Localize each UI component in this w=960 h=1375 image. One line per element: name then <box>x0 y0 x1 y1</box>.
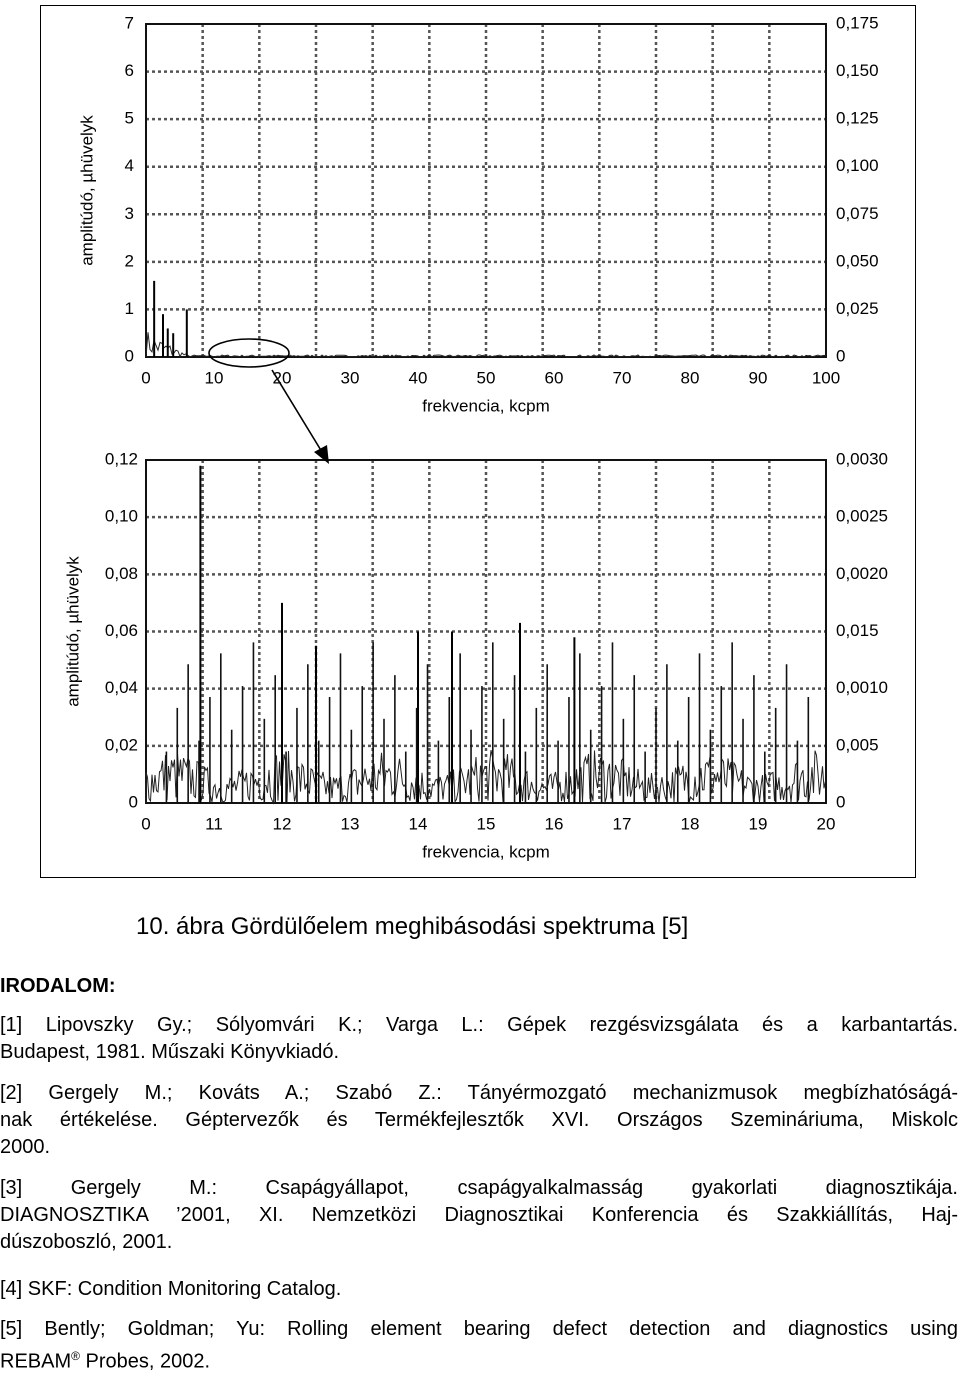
reference-4: [4] SKF: Condition Monitoring Catalog. <box>0 1278 342 1300</box>
y-tick-label-left: 0 <box>124 346 134 366</box>
y-tick-label-right: 0 <box>836 792 846 812</box>
x-tick-label: 14 <box>408 814 428 834</box>
y-tick-label-left: 0,02 <box>104 735 138 755</box>
x-tick-label: 60 <box>544 368 564 388</box>
x-tick-label: 0 <box>141 368 151 388</box>
y-tick-label-right: 0,050 <box>836 251 879 271</box>
x-tick-label: 16 <box>544 814 564 834</box>
x-tick-label: 17 <box>612 814 632 834</box>
y-tick-label-right: 0,005 <box>836 735 879 755</box>
x-axis-label: frekvencia, kcpm <box>422 842 550 862</box>
reference-5-line-1: [5] Bently; Goldman; Yu: Rolling element bearing defect detection and diagnostics using <box>0 1318 958 1340</box>
lower-spectrum-chart <box>63 449 888 861</box>
x-tick-label: 90 <box>748 368 768 388</box>
y-tick-label-right: 0,075 <box>836 203 879 223</box>
x-tick-label: 50 <box>476 368 496 388</box>
y-tick-label-left: 3 <box>124 203 134 223</box>
reference-3-line-3: dúszoboszló, 2001. <box>0 1231 173 1253</box>
y-tick-label-right: 0,175 <box>836 13 879 33</box>
y-tick-label-left: 0,04 <box>104 678 138 698</box>
highlight-ellipse <box>209 339 289 367</box>
y-axis-label: amplitúdó, µhüvelyk <box>63 556 83 707</box>
y-tick-label-right: 0,0020 <box>836 563 888 583</box>
x-tick-label: 11 <box>205 814 223 834</box>
y-tick-label-right: 0,125 <box>836 108 879 128</box>
y-tick-label-right: 0,150 <box>836 61 879 81</box>
x-tick-label: 100 <box>811 368 841 388</box>
x-tick-label: 40 <box>408 368 428 388</box>
y-tick-label-left: 1 <box>124 298 134 318</box>
x-tick-label: 80 <box>680 368 700 388</box>
reference-3-line-1: [3] Gergely M.: Csapágyállapot, csapágyalkalmasság gyakorlati diagnosztikája. <box>0 1177 958 1199</box>
y-axis-label: amplitúdó, µhüvelyk <box>77 115 97 266</box>
y-tick-label-left: 5 <box>124 108 134 128</box>
reference-2-line-1: [2] Gergely M.; Kováts A.; Szabó Z.: Tányérmozgató mechanizmusok megbízhatóságá- <box>0 1082 958 1104</box>
x-axis-label: frekvencia, kcpm <box>422 396 550 416</box>
reference-2-line-3: 2000. <box>0 1136 51 1158</box>
y-tick-label-right: 0,0030 <box>836 449 888 469</box>
y-tick-label-right: 0,0025 <box>836 506 888 526</box>
reference-5-rebam: REBAM <box>0 1350 72 1373</box>
reference-3-line-2: DIAGNOSZTIKA ’2001, XI. Nemzetközi Diagnosztikai Konferencia és Szakkiállítás, Haj- <box>0 1204 958 1226</box>
figure-caption: 10. ábra Gördülőelem meghibásodási spektruma [5] <box>136 913 689 940</box>
y-tick-label-left: 0 <box>128 792 138 812</box>
x-tick-label: 13 <box>340 814 360 834</box>
y-tick-label-left: 0,08 <box>104 563 138 583</box>
y-tick-label-right: 0,015 <box>836 620 879 640</box>
reference-5-line-2 <box>0 1343 958 1375</box>
x-tick-label: 10 <box>204 368 224 388</box>
y-tick-label-left: 0,06 <box>104 620 138 640</box>
x-tick-label: 15 <box>476 814 496 834</box>
y-tick-label-right: 0,025 <box>836 298 879 318</box>
y-tick-label-left: 2 <box>124 251 134 271</box>
y-tick-label-left: 0,10 <box>104 506 138 526</box>
y-tick-label-right: 0,0010 <box>836 678 888 698</box>
x-tick-label: 20 <box>272 368 292 388</box>
y-tick-label-left: 6 <box>124 61 134 81</box>
zoom-arrow-line <box>272 370 322 452</box>
x-tick-label: 19 <box>748 814 768 834</box>
x-tick-label: 20 <box>816 814 836 834</box>
spectrum-trace <box>146 750 826 803</box>
x-tick-label: 0 <box>141 814 151 834</box>
reference-1-line-2: Budapest, 1981. Műszaki Könyvkiadó. <box>0 1041 340 1063</box>
references-heading: IRODALOM: <box>0 975 116 997</box>
reference-5-rest: Probes, 2002. <box>79 1350 211 1373</box>
upper-spectrum-chart <box>77 13 878 415</box>
x-tick-label: 30 <box>340 368 360 388</box>
x-tick-label: 12 <box>272 814 292 834</box>
y-tick-label-left: 0,12 <box>104 449 138 469</box>
y-tick-label-left: 4 <box>124 156 134 176</box>
registered-mark: ® <box>71 1349 80 1363</box>
x-tick-label: 18 <box>680 814 700 834</box>
y-tick-label-right: 0,100 <box>836 156 879 176</box>
x-tick-label: 70 <box>612 368 632 388</box>
y-tick-label-right: 0 <box>836 346 846 366</box>
y-tick-label-left: 7 <box>124 13 134 33</box>
reference-1-line-1: [1] Lipovszky Gy.; Sólyomvári K.; Varga L.: Gépek rezgésvizsgálata és a karbantartás. <box>0 1014 958 1036</box>
reference-2-line-2: nak értékelése. Géptervezők és Termékfejlesztők XVI. Országos Szemináriuma, Miskolc <box>0 1109 958 1131</box>
